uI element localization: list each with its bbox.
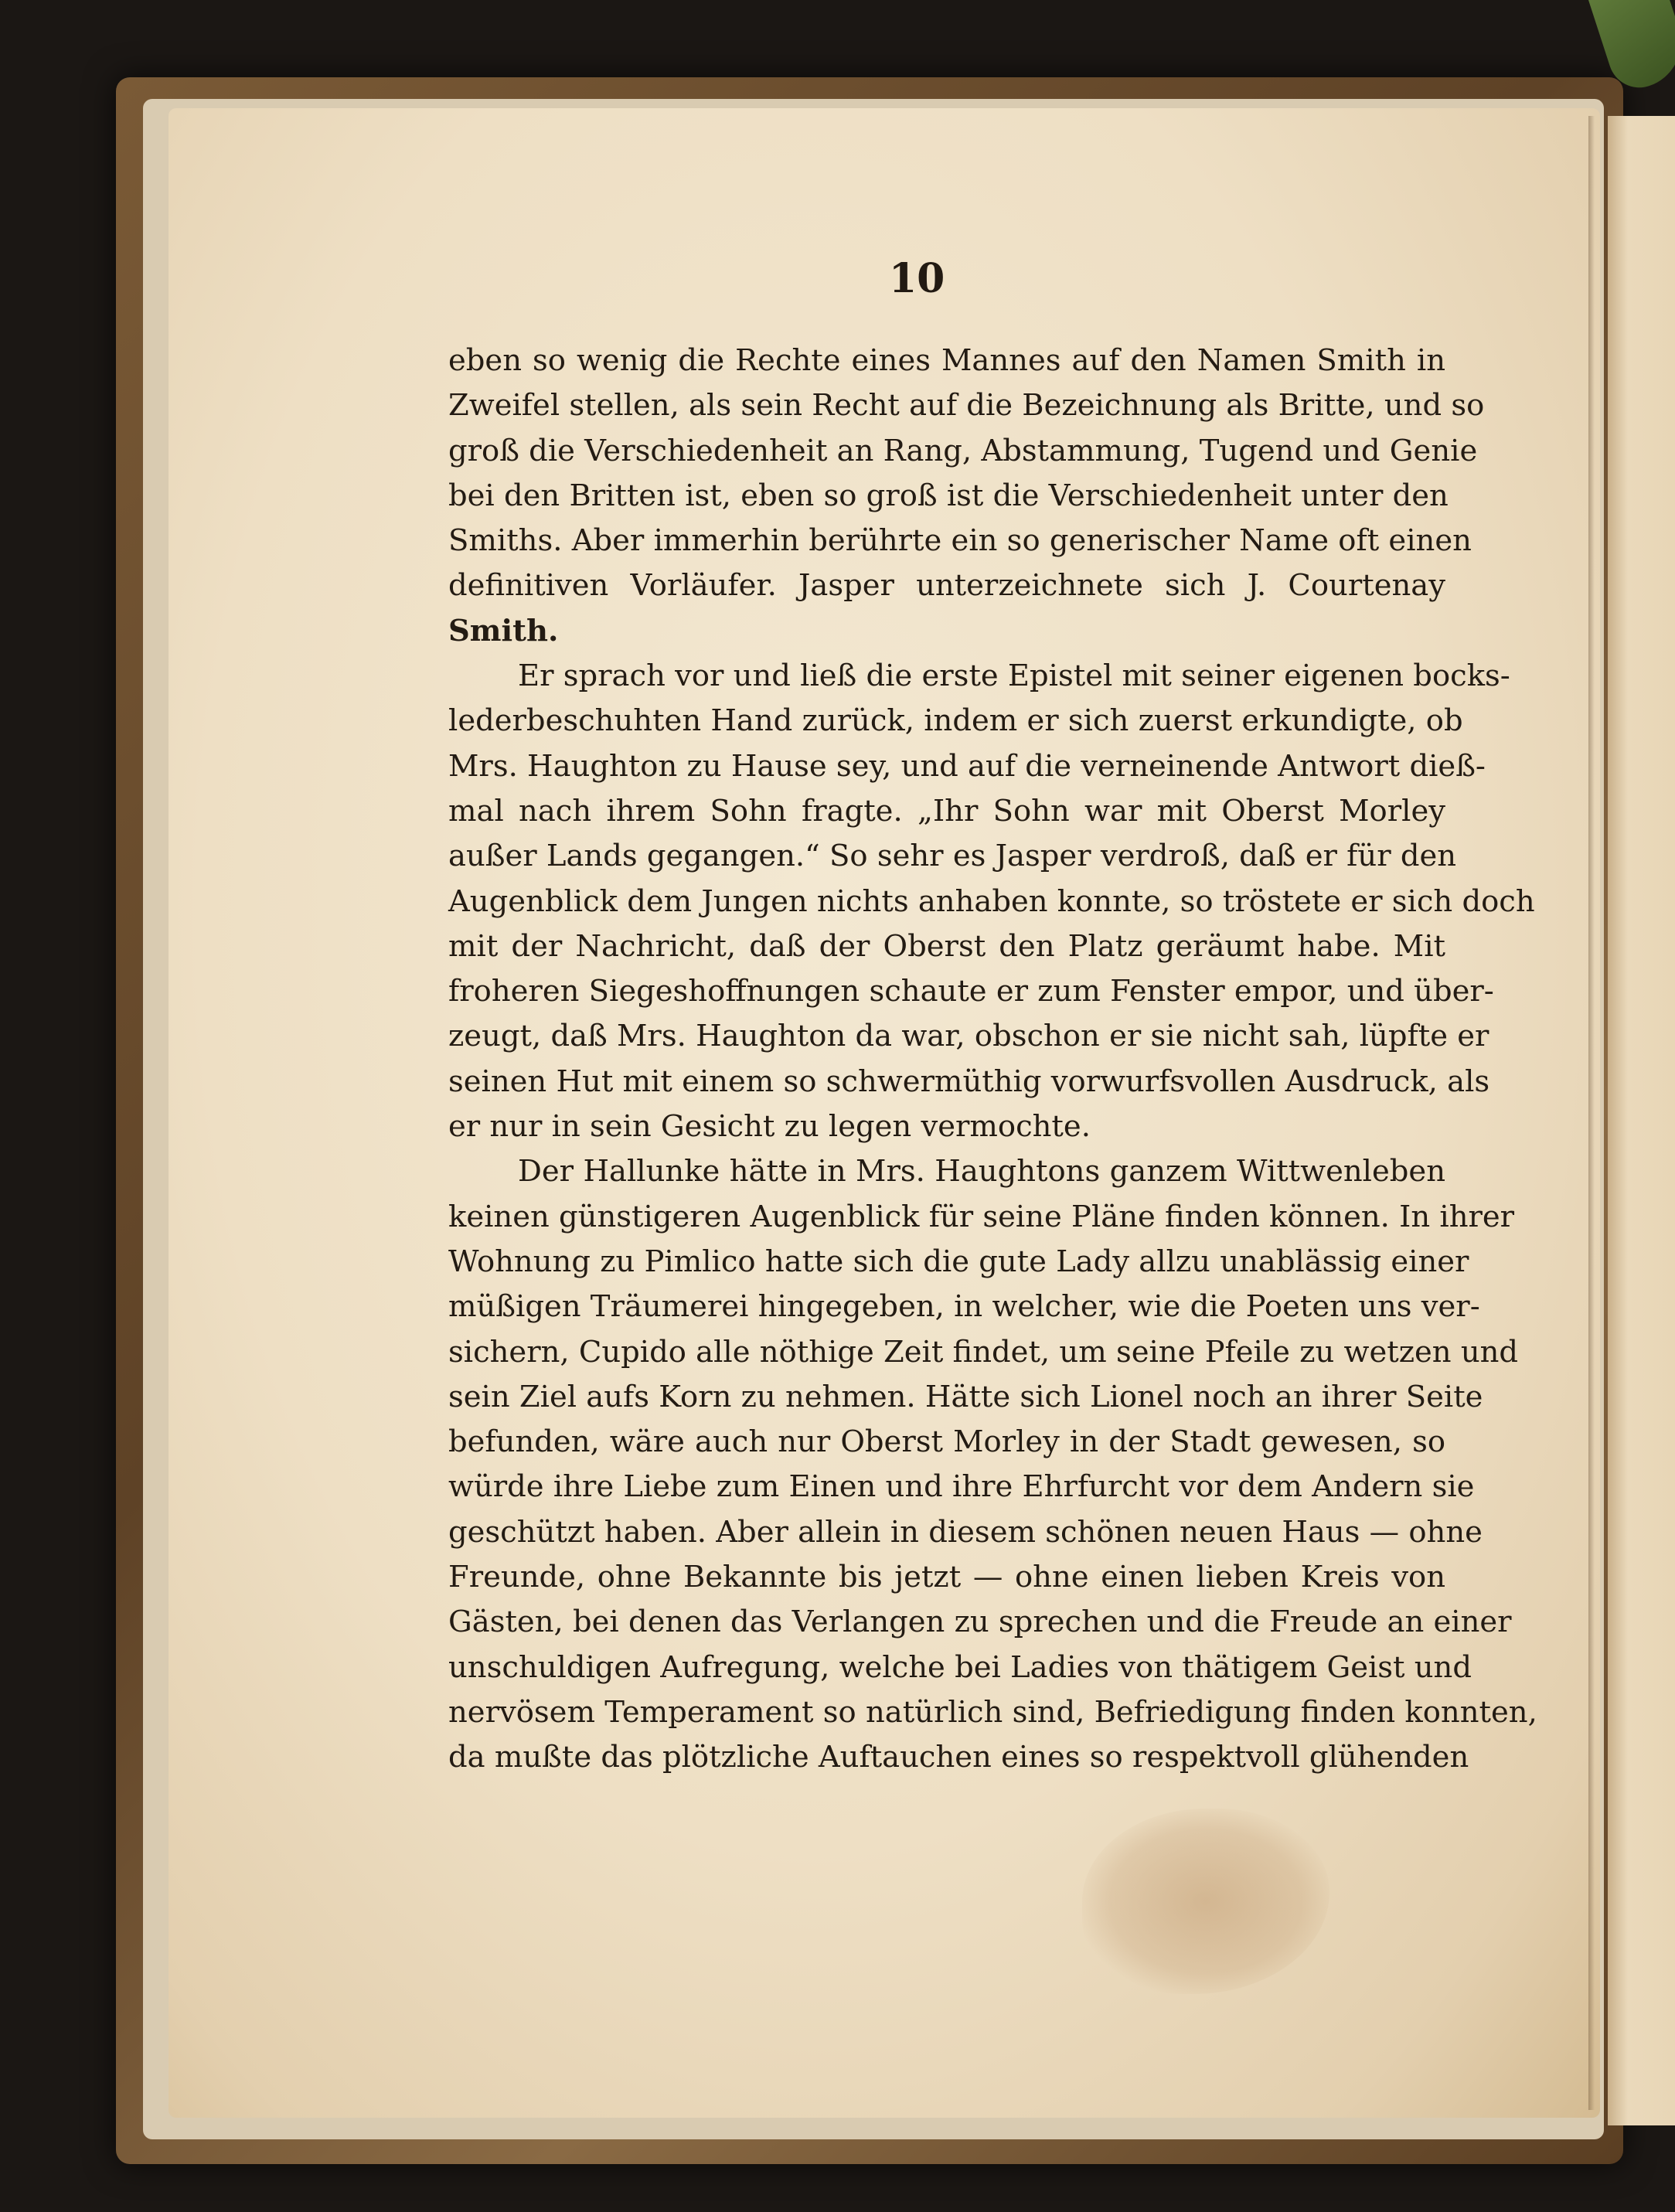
text-line: Zweifel stellen, als sein Recht auf die Bezeichnung als Britte, und so (448, 388, 1485, 424)
page-gutter (1588, 116, 1595, 2110)
text-line: nervösem Temperament so natürlich sind, Befriedigung finden konnten, (448, 1694, 1537, 1730)
text-line: Der Hallunke hätte in Mrs. Haughtons ganzem Wittwenleben (518, 1154, 1445, 1189)
text-line: Augenblick dem Jungen nichts anhaben konnte, so tröstete er sich doch (448, 883, 1535, 919)
text-line: sichern, Cupido alle nöthige Zeit findet, um seine Pfeile zu wetzen und (448, 1334, 1519, 1370)
text-line: Smith. (448, 613, 559, 648)
text-line: da mußte das plötzliche Auftauchen eines so respektvoll glühenden (448, 1740, 1469, 1775)
text-line: Wohnung zu Pimlico hatte sich die gute Lady allzu unablässig einer (448, 1244, 1469, 1279)
text-line: er nur in sein Gesicht zu legen vermochte. (448, 1109, 1091, 1145)
text-line: bei den Britten ist, eben so groß ist die Verschiedenheit unter den (448, 478, 1449, 513)
facing-page-edge (1608, 116, 1675, 2125)
text-line: außer Lands gegangen.“ So sehr es Jasper verdroß, daß er für den (448, 839, 1457, 874)
text-line: groß die Verschiedenheit an Rang, Abstammung, Tugend und Genie (448, 433, 1478, 468)
text-line: Mrs. Haughton zu Hause sey, und auf die verneinende Antwort dieß- (448, 748, 1486, 784)
text-line: definitiven Vorläufer. Jasper unterzeichnete sich J. Courtenay (448, 568, 1445, 604)
text-line: Freunde, ohne Bekannte bis jetzt — ohne einen lieben Kreis von (448, 1560, 1445, 1595)
text-line: Er sprach vor und ließ die erste Epistel mit seiner eigenen bocks- (518, 658, 1510, 694)
text-line: Smiths. Aber immerhin berührte ein so generischer Name oft einen (448, 523, 1472, 559)
text-line: eben so wenig die Rechte eines Mannes auf den Namen Smith in (448, 343, 1445, 378)
page-text (448, 339, 1537, 1781)
text-line: mal nach ihrem Sohn fragte. „Ihr Sohn war mit Oberst Morley (448, 793, 1445, 829)
text-line: befunden, wäre auch nur Oberst Morley in der Stadt gewesen, so (448, 1424, 1445, 1460)
text-line: lederbeschuhten Hand zurück, indem er sich zuerst erkundigte, ob (448, 703, 1463, 739)
text-line: Gästen, bei denen das Verlangen zu sprechen und die Freude an einer (448, 1605, 1512, 1640)
text-line: müßigen Träumerei hingegeben, in welcher, wie die Poeten uns ver- (448, 1289, 1480, 1325)
text-line: unschuldigen Aufregung, welche bei Ladies von thätigem Geist und (448, 1649, 1472, 1685)
text-line: geschützt haben. Aber allein in diesem schönen neuen Haus — ohne (448, 1514, 1483, 1550)
text-line: würde ihre Liebe zum Einen und ihre Ehrfurcht vor dem Andern sie (448, 1469, 1475, 1505)
text-line: keinen günstigeren Augenblick für seine Pläne finden können. In ihrer (448, 1199, 1515, 1234)
text-line: froheren Siegeshoffnungen schaute er zum Fenster empor, und über- (448, 974, 1494, 1009)
text-line: seinen Hut mit einem so schwermüthig vorwurfsvollen Ausdruck, als (448, 1063, 1490, 1099)
text-line: zeugt, daß Mrs. Haughton da war, obschon er sie nicht sah, lüpfte er (448, 1019, 1489, 1054)
text-line: sein Ziel aufs Korn zu nehmen. Hätte sich Lionel noch an ihrer Seite (448, 1379, 1483, 1414)
text-line: mit der Nachricht, daß der Oberst den Platz geräumt habe. Mit (448, 928, 1445, 964)
page-number: 10 (889, 255, 945, 302)
